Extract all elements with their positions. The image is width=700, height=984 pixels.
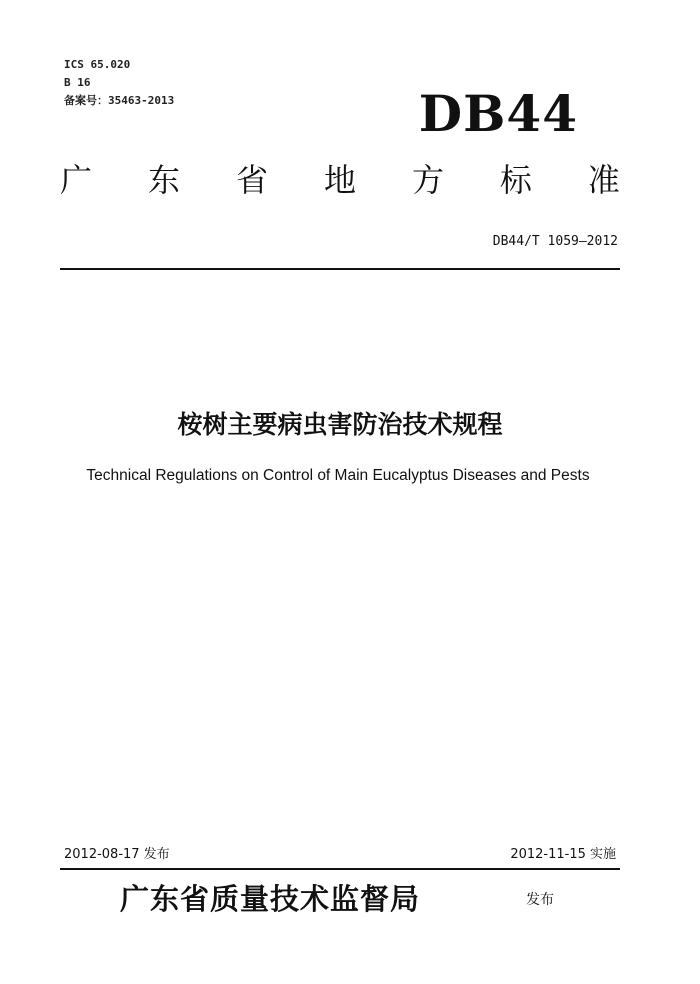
ics-code: ICS 65.020 <box>64 58 131 71</box>
standard-type-char: 省 <box>235 161 268 199</box>
top-divider <box>60 268 620 270</box>
standard-type-char: 方 <box>411 161 444 199</box>
standard-type-char: 广 <box>60 161 93 199</box>
standard-number: DB44/T 1059—2012 <box>492 234 618 249</box>
document-title-en: Technical Regulations on Control of Main Eucalyptus Diseases and Pests <box>86 467 590 484</box>
standard-type-char: 准 <box>587 161 620 199</box>
db-code-mark: DB44 <box>418 84 578 143</box>
standard-type-char: 标 <box>499 161 532 199</box>
document-title-zh: 桉树主要病虫害防治技术规程 <box>177 410 503 439</box>
implementation-date: 2012-11-15 实施 <box>510 847 616 862</box>
issue-action-label: 发布 <box>526 892 554 908</box>
filing-number: 备案号：35463-2013 <box>64 94 175 107</box>
issuing-authority: 广东省质量技术监督局 <box>120 882 421 916</box>
classification-block <box>64 56 174 110</box>
issue-date: 2012-08-17 发布 <box>64 847 170 862</box>
standard-type-char: 东 <box>147 161 180 199</box>
standard-type-char: 地 <box>323 161 356 199</box>
ccs-code: B 16 <box>64 76 91 89</box>
standard-type-heading <box>60 160 620 200</box>
bottom-divider <box>60 868 620 870</box>
